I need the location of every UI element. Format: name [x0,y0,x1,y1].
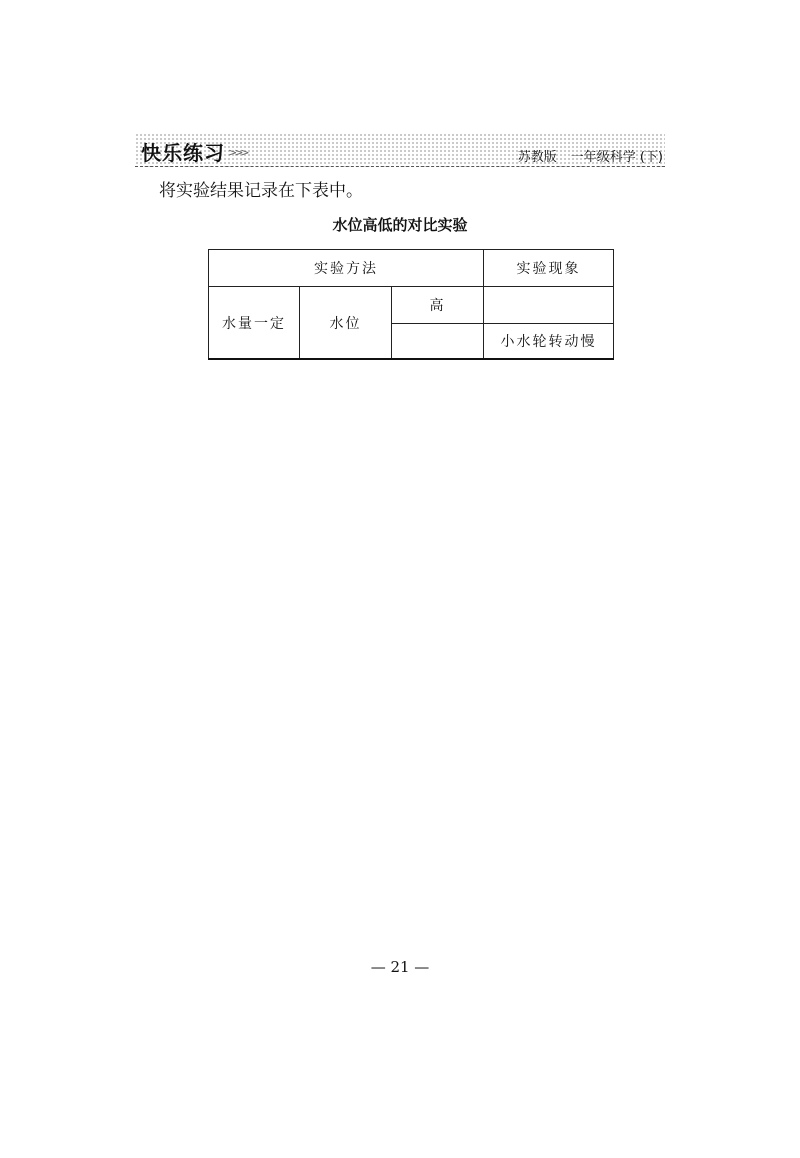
table-header-row [209,250,614,287]
page-number: — 21 — [370,958,430,976]
section-header [135,133,665,167]
header-phenomenon: 实验现象 [484,250,614,287]
header-divider [135,166,665,167]
phenomenon-cell: 小水轮转动慢 [484,324,614,360]
header-method: 实验方法 [209,250,484,287]
level-cell: 高 [392,287,484,324]
group-label-cell: 水量一定 [209,287,300,360]
instruction-text: 将实验结果记录在下表中。 [159,181,363,201]
experiment-table [208,249,614,360]
variable-label-cell: 水位 [300,287,392,360]
publisher-label: 苏教版 [517,150,557,165]
table-title: 水位高低的对比实验 [332,216,468,234]
phenomenon-cell [484,287,614,324]
chevron-decoration: >>> [228,146,247,159]
book-edition [518,146,663,165]
level-cell [392,324,484,360]
section-title: 快乐练习 [141,141,225,165]
table-row [209,287,614,324]
subject-label: 一年级科学 (下) [570,150,663,165]
